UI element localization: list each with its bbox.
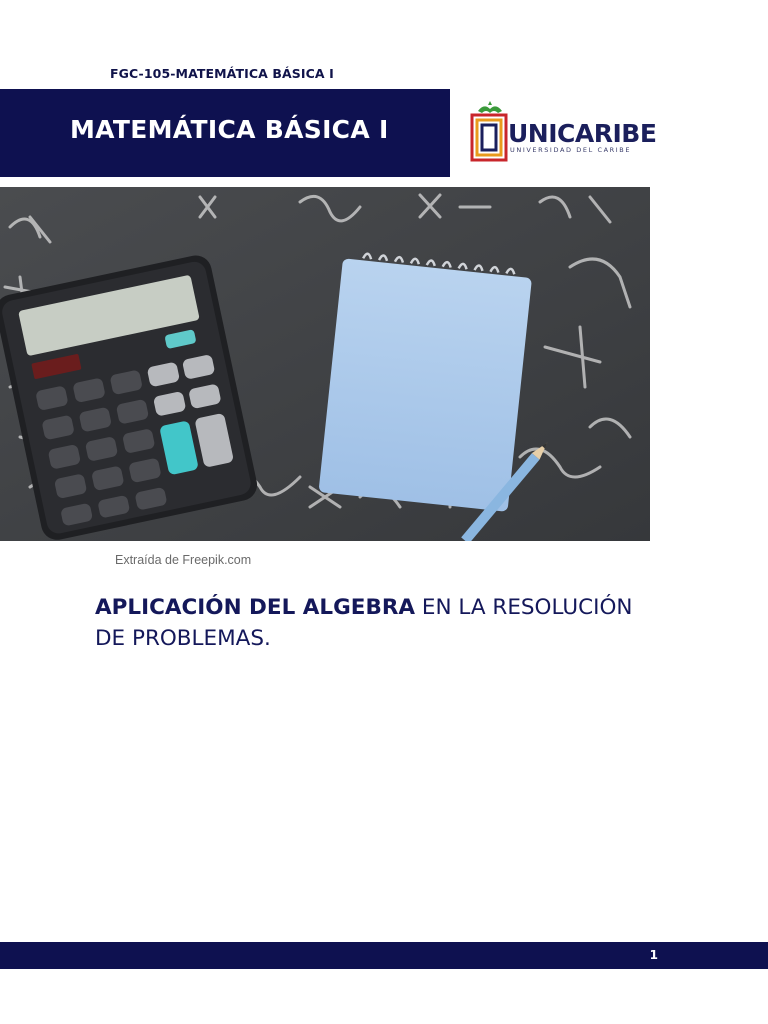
- logo-emblem-icon: [470, 101, 510, 163]
- calculator-notepad-image: [0, 187, 650, 541]
- page-number: 1: [649, 948, 658, 962]
- page-title: MATEMÁTICA BÁSICA I: [70, 115, 389, 144]
- course-code: FGC-105-MATEMÁTICA BÁSICA I: [110, 66, 334, 81]
- unicaribe-logo: [470, 101, 657, 163]
- logo-name: UNICARIBE: [508, 119, 657, 148]
- footer-bar: [0, 942, 768, 969]
- heading-rest: EN LA RESOLUCIÓN DE PROBLEMAS.: [95, 595, 633, 651]
- section-heading: [95, 592, 655, 654]
- heading-bold-part: APLICACIÓN DEL ALGEBRA: [95, 595, 416, 620]
- logo-subtitle: UNIVERSIDAD DEL CARIBE: [510, 146, 632, 154]
- hero-image: [0, 187, 650, 541]
- title-banner: [0, 89, 450, 177]
- image-caption: Extraída de Freepik.com: [115, 553, 252, 567]
